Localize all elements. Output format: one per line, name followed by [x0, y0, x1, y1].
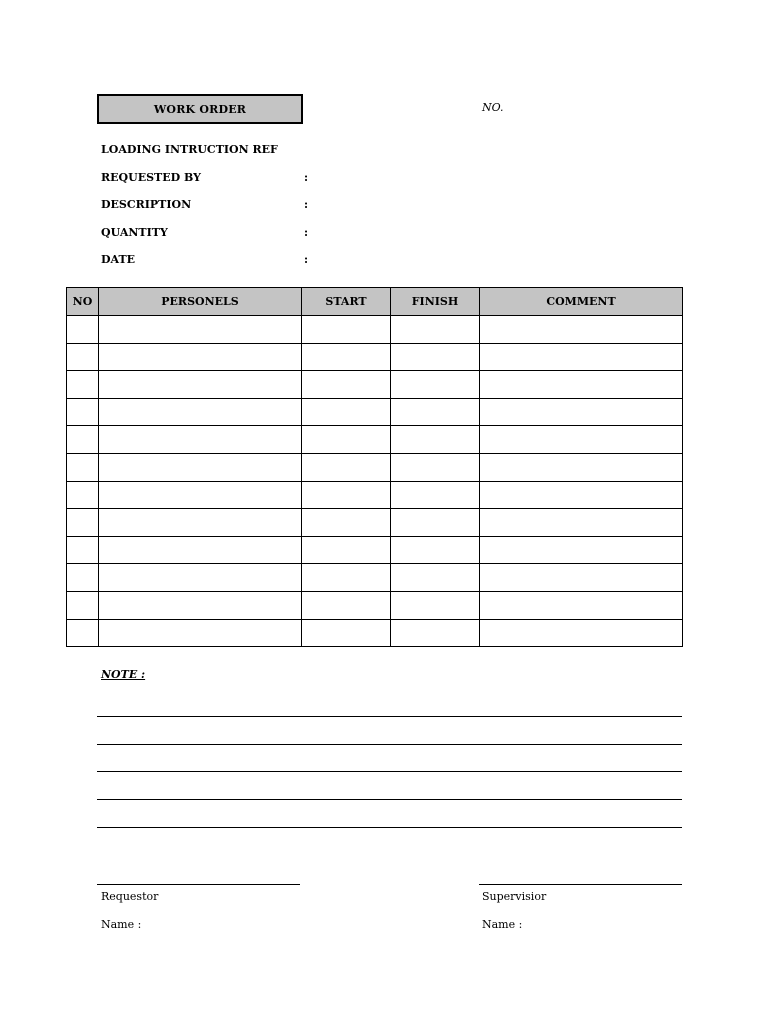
form-title: WORK ORDER [97, 94, 303, 124]
start-cell[interactable] [302, 426, 391, 454]
supervisor-name-label: Name : [482, 918, 523, 931]
supervisor-label: Supervisior [482, 890, 547, 903]
column-header-no: NO [67, 288, 99, 316]
start-cell[interactable] [302, 619, 391, 647]
start-cell[interactable] [302, 509, 391, 537]
table-row [67, 481, 683, 509]
column-header-personels: PERSONELS [99, 288, 302, 316]
requestor-name-label: Name : [101, 918, 142, 931]
field-label-loading-instruction-ref: LOADING INTRUCTION REF [101, 143, 278, 156]
start-cell[interactable] [302, 481, 391, 509]
finish-cell[interactable] [391, 591, 480, 619]
table-row [67, 316, 683, 344]
table-body [67, 316, 683, 647]
personel-cell[interactable] [99, 343, 302, 371]
comment-cell[interactable] [480, 564, 683, 592]
comment-cell[interactable] [480, 536, 683, 564]
personnel-table [66, 287, 683, 647]
field-label-description: DESCRIPTION [101, 198, 192, 211]
no-cell[interactable] [67, 316, 99, 344]
field-label-date: DATE [101, 253, 136, 266]
no-cell[interactable] [67, 536, 99, 564]
note-line[interactable] [97, 771, 682, 772]
personel-cell[interactable] [99, 536, 302, 564]
no-cell[interactable] [67, 453, 99, 481]
personel-cell[interactable] [99, 453, 302, 481]
start-cell[interactable] [302, 343, 391, 371]
finish-cell[interactable] [391, 509, 480, 537]
comment-cell[interactable] [480, 343, 683, 371]
column-header-comment: COMMENT [480, 288, 683, 316]
comment-cell[interactable] [480, 398, 683, 426]
finish-cell[interactable] [391, 371, 480, 399]
finish-cell[interactable] [391, 453, 480, 481]
table-header-row [67, 288, 683, 316]
comment-cell[interactable] [480, 619, 683, 647]
table-row [67, 426, 683, 454]
finish-cell[interactable] [391, 316, 480, 344]
field-colon: : [304, 198, 309, 211]
supervisor-signature-line[interactable] [479, 884, 682, 885]
field-colon: : [304, 253, 309, 266]
personel-cell[interactable] [99, 509, 302, 537]
personel-cell[interactable] [99, 316, 302, 344]
start-cell[interactable] [302, 536, 391, 564]
comment-cell[interactable] [480, 591, 683, 619]
note-line[interactable] [97, 744, 682, 745]
personel-cell[interactable] [99, 564, 302, 592]
table-row [67, 453, 683, 481]
personel-cell[interactable] [99, 426, 302, 454]
note-label: NOTE : [101, 668, 146, 681]
personel-cell[interactable] [99, 398, 302, 426]
comment-cell[interactable] [480, 426, 683, 454]
table-row [67, 564, 683, 592]
comment-cell[interactable] [480, 316, 683, 344]
note-line[interactable] [97, 716, 682, 717]
personel-cell[interactable] [99, 591, 302, 619]
table-row [67, 343, 683, 371]
column-header-finish: FINISH [391, 288, 480, 316]
no-cell[interactable] [67, 619, 99, 647]
table-row [67, 591, 683, 619]
no-cell[interactable] [67, 371, 99, 399]
note-line[interactable] [97, 799, 682, 800]
finish-cell[interactable] [391, 343, 480, 371]
personel-cell[interactable] [99, 619, 302, 647]
finish-cell[interactable] [391, 398, 480, 426]
personel-cell[interactable] [99, 481, 302, 509]
field-label-quantity: QUANTITY [101, 226, 168, 239]
start-cell[interactable] [302, 591, 391, 619]
comment-cell[interactable] [480, 481, 683, 509]
table-row [67, 509, 683, 537]
personel-cell[interactable] [99, 371, 302, 399]
column-header-start: START [302, 288, 391, 316]
comment-cell[interactable] [480, 509, 683, 537]
start-cell[interactable] [302, 316, 391, 344]
no-cell[interactable] [67, 343, 99, 371]
no-cell[interactable] [67, 426, 99, 454]
no-cell[interactable] [67, 509, 99, 537]
no-cell[interactable] [67, 481, 99, 509]
finish-cell[interactable] [391, 619, 480, 647]
requestor-label: Requestor [101, 890, 159, 903]
finish-cell[interactable] [391, 481, 480, 509]
field-colon: : [304, 226, 309, 239]
finish-cell[interactable] [391, 426, 480, 454]
table-row [67, 371, 683, 399]
field-colon: : [304, 171, 309, 184]
table-row [67, 619, 683, 647]
note-line[interactable] [97, 827, 682, 828]
no-cell[interactable] [67, 398, 99, 426]
table-row [67, 536, 683, 564]
no-cell[interactable] [67, 591, 99, 619]
finish-cell[interactable] [391, 564, 480, 592]
start-cell[interactable] [302, 371, 391, 399]
comment-cell[interactable] [480, 453, 683, 481]
comment-cell[interactable] [480, 371, 683, 399]
start-cell[interactable] [302, 453, 391, 481]
table-row [67, 398, 683, 426]
start-cell[interactable] [302, 564, 391, 592]
order-number-label: NO. [482, 101, 504, 114]
finish-cell[interactable] [391, 536, 480, 564]
no-cell[interactable] [67, 564, 99, 592]
field-label-requested-by: REQUESTED BY [101, 171, 201, 184]
requestor-signature-line[interactable] [97, 884, 300, 885]
start-cell[interactable] [302, 398, 391, 426]
